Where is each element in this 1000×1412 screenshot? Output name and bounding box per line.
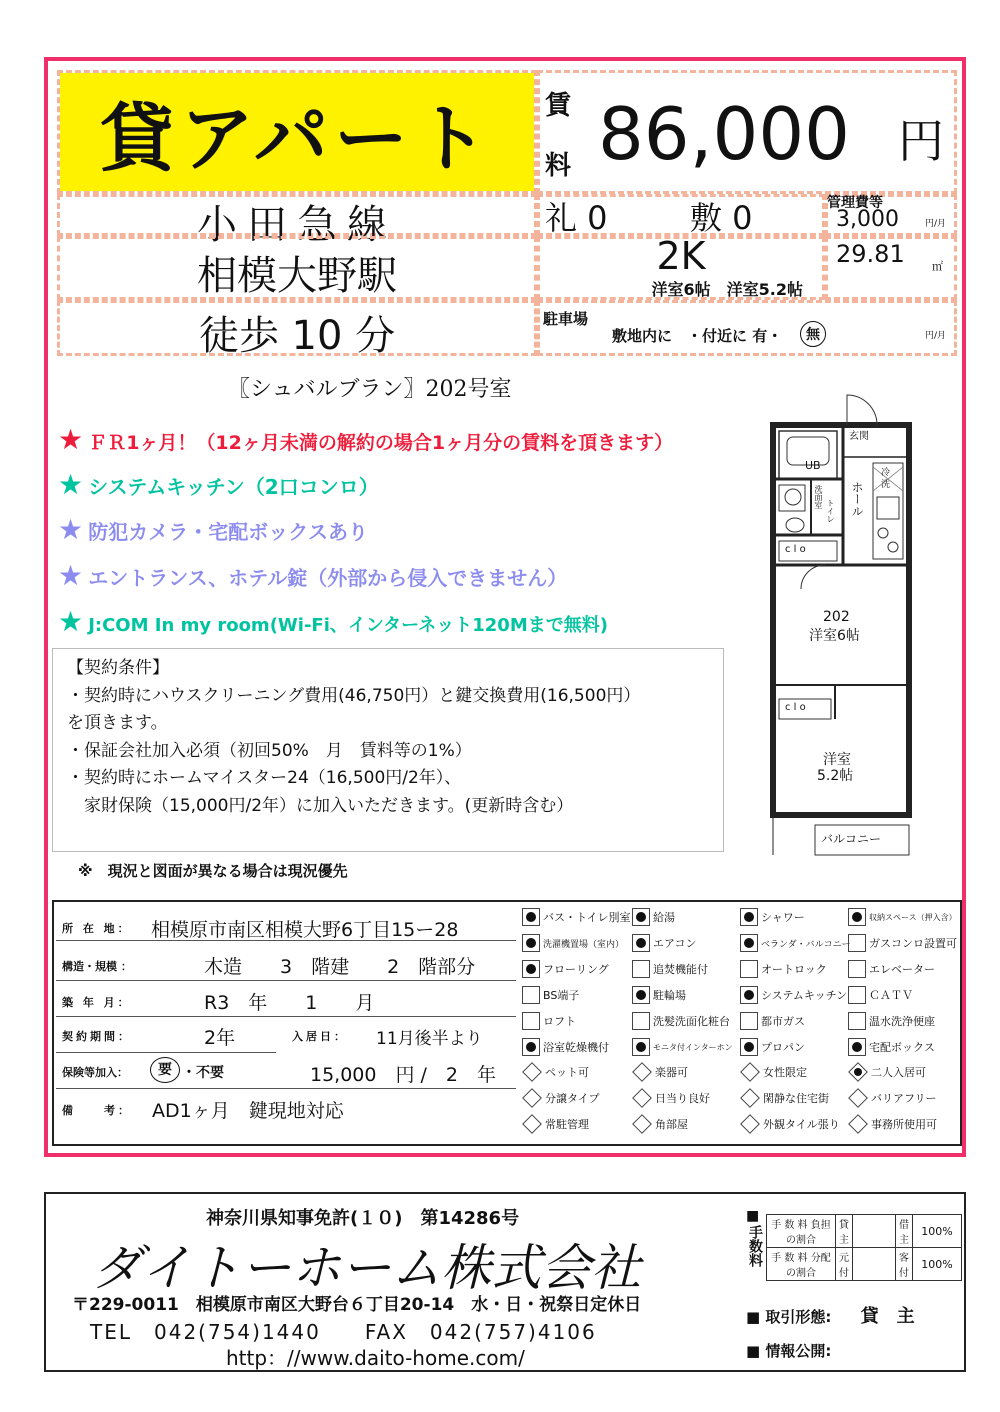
check-icon (522, 1038, 540, 1056)
fee-side-text: 手数料 (747, 1225, 763, 1267)
equipment-label: 都市ガス (761, 1015, 805, 1028)
equipment-item (740, 934, 851, 952)
equipment-label: 宅配ボックス (869, 1041, 935, 1054)
feature-text: J:COM In my room(Wi-Fi、インターネット120Mまで無料) (88, 615, 608, 636)
condition-item (632, 1064, 688, 1080)
floor-area: 29.81 (836, 240, 905, 268)
feature-text: ＦＲ1ヶ月！（12ヶ月未満の解約の場合1ヶ月分の賃料を頂きます） (88, 432, 674, 454)
company-name: ダイトーホーム株式会社 (92, 1239, 641, 1297)
equipment-label: エアコン (653, 937, 697, 950)
rent-amount: 86,000 (598, 92, 850, 176)
equipment-item (632, 1038, 733, 1056)
diamond-icon (522, 1088, 542, 1108)
diamond-icon (632, 1114, 652, 1134)
structure-value: 木造 3 階建 2 階部分 (204, 956, 476, 978)
fee-dist-party-2: 客 付 (896, 1248, 913, 1281)
rent-label-1: 賃 (545, 91, 572, 121)
condition-item (522, 1064, 589, 1080)
condition-item (848, 1090, 937, 1106)
fee-dist-pct: 100% (913, 1248, 962, 1281)
equipment-item (740, 1012, 805, 1030)
structure-label: 構造・規模 ： (62, 960, 132, 973)
condition-line: ・契約時にホームマイスター24（16,500円/2年）、 (67, 768, 462, 788)
check-icon (740, 960, 758, 978)
fee-dist-blank (853, 1248, 896, 1281)
equipment-label: バス・トイレ別室 (543, 911, 631, 924)
condition-label: 分譲タイプ (545, 1092, 600, 1105)
condition-label: 日当り良好 (655, 1092, 710, 1105)
condition-item (522, 1116, 589, 1132)
diamond-icon (740, 1114, 760, 1134)
insurance-optional: ・不要 (182, 1065, 224, 1081)
listing-type-title: 貸アパート (99, 96, 495, 182)
bullet-icon: ■ (746, 1342, 761, 1360)
built-label: 築 年 月： (62, 996, 132, 1009)
plan-toilet: トイレ (826, 499, 835, 523)
condition-label: バリアフリー (871, 1092, 937, 1105)
equipment-label: 駐輪場 (653, 989, 686, 1002)
fee-distribution-row (767, 1248, 962, 1281)
parking-unit: 円/月 (925, 331, 947, 341)
trade-type-row (746, 1302, 915, 1328)
check-icon (740, 1012, 758, 1030)
key-money: 礼 0 (545, 199, 608, 237)
feature-text: 防犯カメラ・宅配ボックスあり (88, 520, 369, 544)
check-icon (848, 1012, 866, 1030)
condition-item (632, 1090, 710, 1106)
equipment-label: BS端子 (543, 989, 580, 1002)
star-icon: ★ (58, 605, 84, 638)
condition-label: 閑静な住宅街 (763, 1092, 829, 1105)
row-divider (56, 1016, 516, 1017)
plan-room-1: 洋室6帖 (809, 628, 860, 644)
feature-item (58, 515, 368, 545)
equipment-label: 洗髪洗面化粧台 (653, 1015, 730, 1028)
equipment-label: モニタ付インターホン (653, 1042, 733, 1052)
feature-item (58, 607, 608, 637)
contract-value: 2年 (204, 1027, 236, 1049)
insurance-required-circled: 要 (150, 1057, 180, 1083)
company-address: 〒229-0011 相模原市南区大野台６丁目20-14 水・日・祝祭日定休日 (72, 1295, 642, 1315)
equipment-item (848, 986, 913, 1004)
check-icon (848, 960, 866, 978)
equipment-label: ＣＡＴＶ (869, 989, 913, 1002)
address-label: 所 在 地： (62, 922, 132, 935)
row-divider (56, 980, 516, 981)
star-icon: ★ (58, 468, 84, 501)
bullet-icon: ■ (746, 1308, 761, 1326)
check-icon (632, 1012, 650, 1030)
plan-fridge: 冷 (881, 468, 891, 478)
equipment-label: ガスコンロ設置可 (869, 937, 957, 950)
equipment-item (740, 960, 827, 978)
diamond-icon (740, 1088, 760, 1108)
diamond-icon (848, 1062, 868, 1082)
equipment-label: 収納スペース（押入含） (869, 912, 957, 922)
condition-item (740, 1116, 840, 1132)
room-sizes: 洋室6帖 洋室5.2帖 (651, 280, 803, 299)
plan-washer: 洗 (881, 480, 891, 490)
walk-time: 徒歩 10 分 (198, 313, 396, 359)
condition-label: 女性限定 (763, 1066, 807, 1079)
floor-plan-drawing (765, 385, 957, 863)
equipment-item (632, 934, 696, 952)
equipment-item (522, 934, 624, 952)
equipment-label: 温水洗浄便座 (869, 1015, 935, 1028)
fee-burden-blank (853, 1215, 896, 1248)
star-icon: ★ (58, 559, 84, 592)
equipment-label: 給湯 (653, 911, 675, 924)
parking-none-circled: 無 (800, 321, 826, 347)
equipment-item (848, 1012, 935, 1030)
equipment-item (848, 908, 957, 926)
equipment-label: システムキッチン (761, 989, 848, 1002)
check-icon (848, 908, 866, 926)
diamond-icon (522, 1114, 542, 1134)
fee-burden-pct: 100% (913, 1215, 962, 1248)
management-label: 管理費等 (827, 195, 883, 211)
details-table (56, 904, 516, 1142)
trade-type-value: 貸 主 (860, 1306, 915, 1327)
info-disclosure-label: 情報公開: (765, 1342, 832, 1360)
equipment-label: オートロック (761, 963, 827, 976)
check-icon (740, 934, 758, 952)
condition-item (848, 1116, 937, 1132)
built-value: R3 年 1 月 (204, 992, 375, 1014)
conditions-title: 【契約条件】 (67, 658, 169, 678)
insurance-fee: 15,000 円 / 2 年 (310, 1064, 497, 1086)
check-icon (632, 934, 650, 952)
check-icon (632, 908, 650, 926)
license-number: 神奈川県知事免許(１０) 第14286号 (206, 1208, 520, 1229)
check-icon (522, 908, 540, 926)
equipment-item (632, 960, 708, 978)
condition-label: 二人入居可 (871, 1066, 926, 1079)
feature-item (58, 425, 673, 455)
contract-label: 契約期間： (62, 1030, 132, 1043)
equipment-label: プロパン (761, 1041, 805, 1054)
feature-text: システムキッチン（2口コンロ） (88, 475, 379, 499)
fee-burden-party-2: 借 主 (896, 1215, 913, 1248)
star-icon: ★ (58, 423, 84, 456)
equipment-item (522, 986, 579, 1004)
check-icon (522, 1012, 540, 1030)
fee-side-label (746, 1208, 763, 1267)
layout-type: 2K (656, 234, 706, 278)
equipment-label: シャワー (761, 911, 805, 924)
fee-burden-label: 手 数 料 負担の割合 (767, 1215, 836, 1248)
parking-label: 駐車場 (543, 310, 589, 328)
condition-item (632, 1116, 688, 1132)
plan-room-2-type: 洋室 (823, 752, 851, 768)
fee-dist-label: 手 数 料 分配の割合 (767, 1248, 836, 1281)
condition-line: ・契約時にハウスクリーニング費用(46,750円）と鍵交換費用(16,500円） (67, 685, 641, 706)
diamond-icon (632, 1062, 652, 1082)
equipment-label: 追焚機能付 (653, 963, 708, 976)
check-icon (632, 986, 650, 1004)
rent-label-2: 料 (545, 151, 572, 181)
check-icon (522, 986, 540, 1004)
row-divider (56, 1088, 516, 1089)
station-name: 相模大野駅 (197, 253, 397, 299)
equipment-checklist (522, 908, 958, 1140)
equipment-label: ロフト (543, 1015, 576, 1028)
equipment-item (740, 986, 847, 1004)
remarks-value: AD1ヶ月 鍵現地対応 (152, 1100, 344, 1122)
equipment-label: ベランダ・バルコニー (761, 939, 851, 950)
floor-plan (765, 385, 957, 863)
diamond-icon (848, 1114, 868, 1134)
check-icon (848, 934, 866, 952)
equipment-item (740, 1038, 805, 1056)
check-icon (740, 908, 758, 926)
building-name: 〖シュバルブラン〗202号室 (228, 377, 512, 402)
condition-label: 常駐管理 (545, 1118, 589, 1131)
fee-burden-party: 貸 主 (836, 1215, 853, 1248)
train-line: 小田急線 (197, 202, 397, 248)
equipment-item (848, 960, 935, 978)
company-url[interactable] (226, 1342, 525, 1371)
equipment-label: エレベーター (869, 963, 935, 976)
condition-line: 家財保険（15,000円/2年）に加入いただきます。(更新時含む） (67, 795, 574, 816)
condition-item (848, 1064, 926, 1080)
rent-unit: 円 (898, 114, 944, 168)
equipment-item (522, 908, 630, 926)
equipment-item (522, 960, 609, 978)
diamond-icon (740, 1062, 760, 1082)
row-divider (56, 940, 516, 941)
check-icon (632, 960, 650, 978)
check-icon (848, 1038, 866, 1056)
condition-label: 外観タイル張り (763, 1118, 840, 1131)
condition-label: ペット可 (545, 1066, 589, 1079)
plan-ub: UB (805, 459, 821, 472)
plan-room-2-size: 5.2帖 (817, 768, 854, 784)
feature-item (58, 470, 379, 500)
diamond-icon (632, 1088, 652, 1108)
condition-line: ・保証会社加入必須（初回50% 月 賃料等の1%） (67, 740, 472, 761)
current-condition-note: ※ 現況と図面が異なる場合は現況優先 (78, 862, 348, 880)
check-icon (848, 986, 866, 1004)
feature-text: エントランス、ホテル錠（外部から侵入できません） (88, 566, 568, 590)
management-unit: 円/月 (925, 219, 947, 229)
management-fee: 3,000 (836, 207, 899, 232)
equipment-label: 洗濯機置場（室内） (543, 939, 625, 950)
check-icon (522, 960, 540, 978)
plan-washroom: 洗面室 (814, 485, 823, 509)
diamond-icon (522, 1062, 542, 1082)
address-value: 相模原市南区相模大野6丁目15ー28 (151, 919, 459, 941)
equipment-item (522, 1038, 609, 1056)
equipment-item (740, 908, 805, 926)
equipment-label: フローリング (543, 963, 609, 976)
equipment-item (848, 934, 957, 952)
company-url-link[interactable]: http：//www.daito-home.com/ (226, 1346, 525, 1370)
area-unit: ㎡ (932, 260, 943, 273)
fee-table (766, 1214, 962, 1281)
check-icon (522, 934, 540, 952)
diamond-icon (848, 1088, 868, 1108)
deposit: 敷 0 (690, 199, 753, 237)
trade-type-label: 取引形態: (765, 1308, 832, 1326)
bullet-icon: ■ (746, 1208, 760, 1224)
equipment-item (632, 908, 675, 926)
insurance-label: 保険等加入： (62, 1066, 128, 1079)
equipment-item (848, 1038, 935, 1056)
remarks-label: 備 考： (62, 1104, 132, 1117)
feature-item (58, 561, 567, 591)
equipment-item (632, 986, 686, 1004)
condition-label: 角部屋 (655, 1118, 688, 1131)
plan-room-number: 202 (823, 609, 850, 625)
plan-closet-1: c l o (785, 544, 806, 555)
info-disclosure-row (746, 1340, 831, 1361)
plan-entrance: 玄関 (849, 431, 869, 442)
condition-line: を頂きます。 (67, 713, 168, 733)
movein-label: 入居日： (292, 1030, 348, 1043)
plan-closet-2: c l o (785, 702, 806, 713)
company-phone-fax: TEL 042(754)1440 FAX 042(757)4106 (90, 1320, 597, 1344)
condition-item (740, 1064, 807, 1080)
movein-value: 11月後半より (376, 1029, 483, 1049)
check-icon (632, 1038, 650, 1056)
row-divider (56, 1052, 276, 1053)
equipment-label: 浴室乾燥機付 (543, 1041, 609, 1054)
check-icon (740, 1038, 758, 1056)
condition-label: 事務所使用可 (871, 1118, 937, 1131)
parking-availability: 敷地内に ・付近に 有・ (612, 327, 783, 345)
condition-item (740, 1090, 829, 1106)
plan-hall: ホール (850, 481, 864, 517)
star-icon: ★ (58, 513, 84, 546)
fee-burden-row (767, 1215, 962, 1248)
condition-item (522, 1090, 599, 1106)
check-icon (740, 986, 758, 1004)
plan-balcony: バルコニー (821, 832, 882, 846)
condition-label: 楽器可 (655, 1066, 688, 1079)
equipment-item (632, 1012, 730, 1030)
fee-dist-party: 元 付 (836, 1248, 853, 1281)
contract-conditions (52, 648, 724, 852)
equipment-item (522, 1012, 576, 1030)
